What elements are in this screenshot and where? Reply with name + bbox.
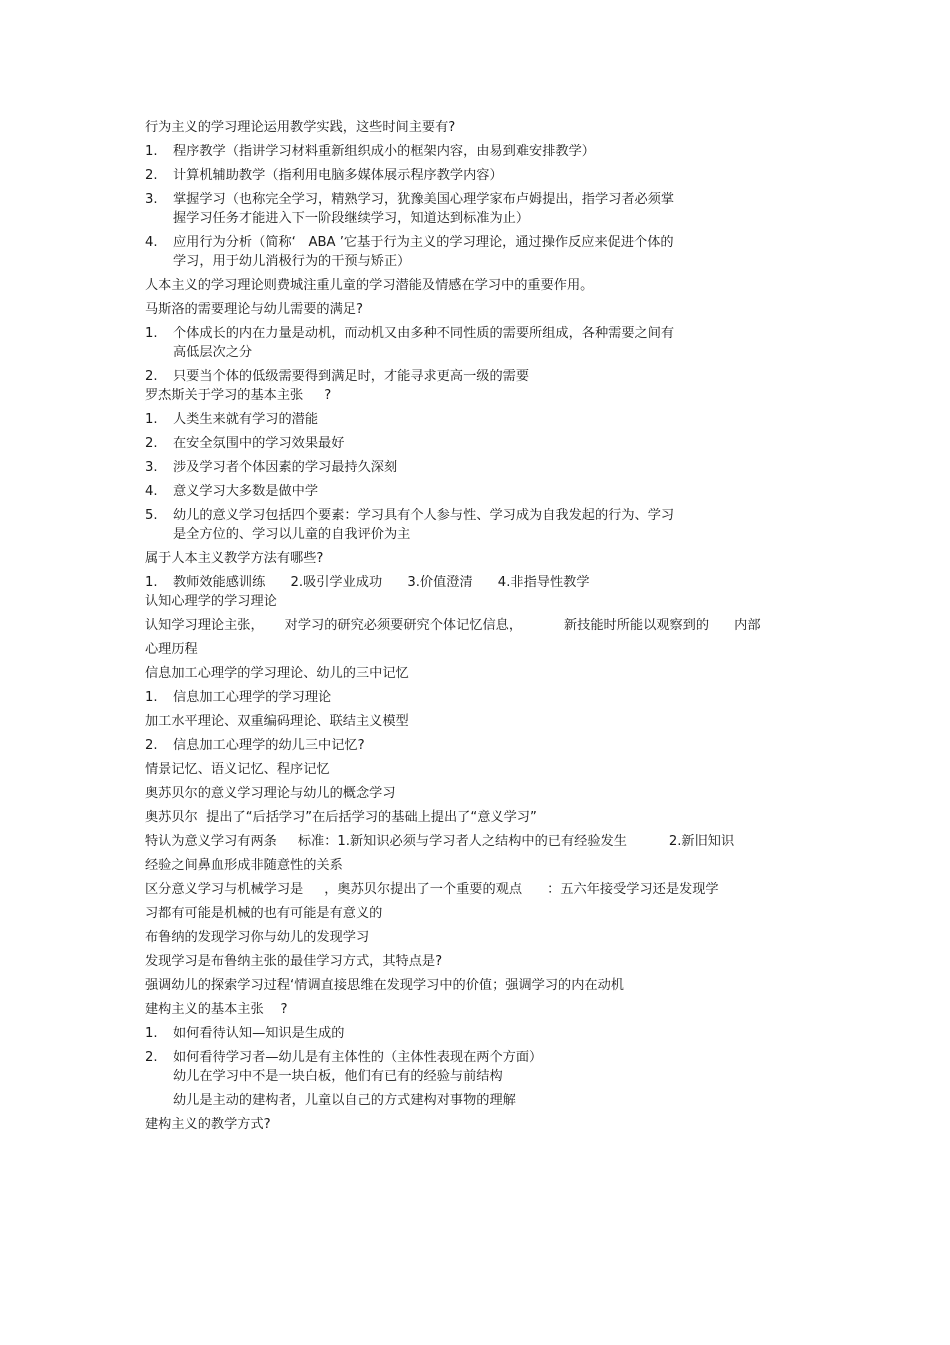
- list-text: 教师效能感训练 2.吸引学业成功 3.价值澄清 4.非指导性教学: [173, 575, 590, 590]
- list-number: 5.: [145, 508, 158, 523]
- list-item: [145, 324, 810, 343]
- list-text: 人类生来就有学习的潜能: [173, 412, 319, 427]
- list-item: [145, 434, 810, 453]
- section-heading: 信息加工心理学的学习理论、幼儿的三中记忆: [145, 666, 409, 681]
- list-number: 1.: [145, 412, 158, 427]
- list-continuation: 是全方位的、学习以儿童的自我评价为主: [173, 527, 411, 542]
- list-number: 1.: [145, 144, 158, 159]
- list-number: 2.: [145, 1050, 158, 1065]
- list-continuation: 高低层次之分: [173, 345, 253, 360]
- paragraph: 奥苏贝尔 提出了“后括学习”在后括学习的基础上提出了“意义学习”: [145, 810, 537, 825]
- paragraph: 行为主义的学习理论运用教学实践，这些时间主要有?: [145, 120, 456, 135]
- list-number: 1.: [145, 326, 158, 341]
- list-continuation: 握学习任务才能进入下一阶段继续学习，知道达到标准为止）: [173, 211, 530, 226]
- list-text: 如何看待认知—知识是生成的: [173, 1026, 345, 1041]
- paragraph: 区分意义学习与机械学习是 ，奥苏贝尔提出了一个重要的观点 ：五六年接受学习还是发现学: [145, 882, 719, 897]
- paragraph: 发现学习是布鲁纳主张的最佳学习方式，其特点是?: [145, 954, 443, 969]
- list-item: [145, 1048, 810, 1067]
- section-heading: 建构主义的基本主张 ?: [145, 1002, 288, 1017]
- paragraph: 强调幼儿的探索学习过程‘情调直接思维在发现学习中的价值；强调学习的内在动机: [145, 978, 624, 993]
- list-continuation: 学习，用于幼儿消极行为的干预与矫正）: [173, 254, 411, 269]
- paragraph: 人本主义的学习理论则费城注重儿童的学习潜能及情感在学习中的重要作用。: [145, 278, 594, 293]
- document-body: [145, 118, 810, 1134]
- list-text: 只要当个体的低级需要得到满足时，才能寻求更高一级的需要: [173, 369, 530, 384]
- section-heading: 奥苏贝尔的意义学习理论与幼儿的概念学习: [145, 786, 396, 801]
- list-item: [145, 736, 810, 755]
- list-text: 掌握学习（也称完全学习，精熟学习，犹豫美国心理学家布卢姆提出，指学习者必须掌: [173, 192, 675, 207]
- list-text: 涉及学习者个体因素的学习最持久深刻: [173, 460, 398, 475]
- list-item: [145, 506, 810, 525]
- list-item: [145, 166, 810, 185]
- list-item: [145, 458, 810, 477]
- list-text: 幼儿的意义学习包括四个要素：学习具有个人参与性、学习成为自我发起的行为、学习: [173, 508, 675, 523]
- list-item: [145, 142, 810, 161]
- list-item: [145, 233, 810, 252]
- list-number: 2.: [145, 436, 158, 451]
- paragraph: 情景记忆、语义记忆、程序记忆: [145, 762, 330, 777]
- list-text: 计算机辅助教学（指利用电脑多媒体展示程序教学内容）: [173, 168, 503, 183]
- list-text: 如何看待学习者—幼儿是有主体性的（主体性表现在两个方面）: [173, 1050, 543, 1065]
- list-text: 信息加工心理学的幼儿三中记忆?: [173, 738, 365, 753]
- list-number: 3.: [145, 192, 158, 207]
- list-continuation: 幼儿在学习中不是一块白板，他们有已有的经验与前结构: [173, 1069, 503, 1084]
- list-item: [145, 410, 810, 429]
- list-text: 程序教学（指讲学习材料重新组织成小的框架内容，由易到难安排教学）: [173, 144, 595, 159]
- list-text: 信息加工心理学的学习理论: [173, 690, 332, 705]
- list-item: [145, 1024, 810, 1043]
- list-continuation: 幼儿是主动的建构者，儿童以自己的方式建构对事物的理解: [173, 1093, 516, 1108]
- section-heading: 认知心理学的学习理论: [145, 594, 277, 609]
- list-number: 2.: [145, 369, 158, 384]
- list-number: 4.: [145, 235, 158, 250]
- list-number: 3.: [145, 460, 158, 475]
- list-item: [145, 482, 810, 501]
- paragraph: 认知学习理论主张， 对学习的研究必须要研究个体记忆信息， 新技能时所能以观察到的 内部: [145, 618, 761, 633]
- section-heading: 布鲁纳的发现学习你与幼儿的发现学习: [145, 930, 370, 945]
- list-text: 应用行为分析（简称‘ ABA ’它基于行为主义的学习理论，通过操作反应来促进个体的: [173, 235, 674, 250]
- section-heading: 罗杰斯关于学习的基本主张 ?: [145, 388, 332, 403]
- list-number: 4.: [145, 484, 158, 499]
- paragraph: 特认为意义学习有两条 标准：1.新知识必须与学习者人之结构中的已有经验发生 2.新旧知识: [145, 834, 735, 849]
- paragraph: 心理历程: [145, 642, 198, 657]
- list-number: 2.: [145, 738, 158, 753]
- list-item: [145, 688, 810, 707]
- list-item: [145, 190, 810, 209]
- section-heading: 建构主义的教学方式?: [145, 1117, 271, 1132]
- paragraph: 习都有可能是机械的也有可能是有意义的: [145, 906, 383, 921]
- list-text: 个体成长的内在力量是动机，而动机又由多种不同性质的需要所组成，各种需要之间有: [173, 326, 675, 341]
- list-text: 意义学习大多数是做中学: [173, 484, 319, 499]
- paragraph: 加工水平理论、双重编码理论、联结主义模型: [145, 714, 409, 729]
- paragraph: 经验之间鼻血形成非随意性的关系: [145, 858, 343, 873]
- list-item: [145, 573, 810, 592]
- list-number: 2.: [145, 168, 158, 183]
- list-number: 1.: [145, 690, 158, 705]
- list-number: 1.: [145, 1026, 158, 1041]
- list-number: 1.: [145, 575, 158, 590]
- section-heading: 马斯洛的需要理论与幼儿需要的满足?: [145, 302, 363, 317]
- list-item: [145, 367, 810, 386]
- section-heading: 属于人本主义教学方法有哪些?: [145, 551, 324, 566]
- list-text: 在安全氛围中的学习效果最好: [173, 436, 345, 451]
